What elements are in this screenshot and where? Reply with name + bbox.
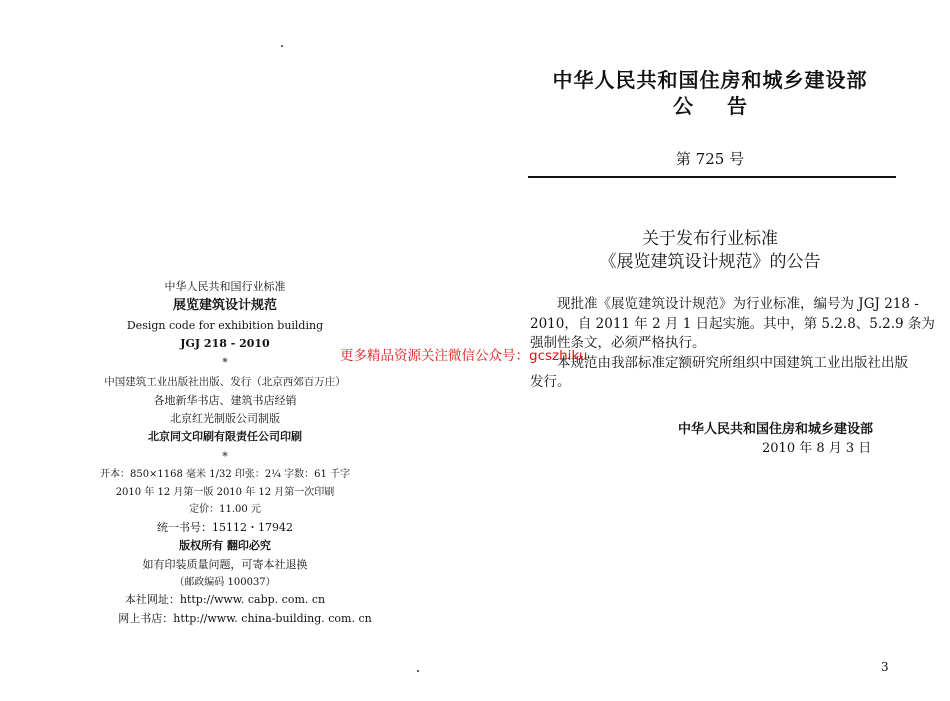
colophon-printer: 北京同文印刷有限责任公司印刷 (148, 430, 302, 443)
colophon-title-cn: 展览建筑设计规范 (172, 298, 277, 313)
colophon-publisher: 中国建筑工业出版社出版、发行（北京西郊百万庄） (104, 376, 346, 388)
colophon-return-note: 如有印装质量问题，可寄本社退换 (142, 558, 308, 571)
notice-title: 公告 (673, 94, 781, 118)
body-line: 2010，自 2011 年 2 月 1 日起实施。其中，第 5.2.8、5.2.9 条为 (530, 315, 935, 332)
heading-line-1: 关于发布行业标准 (642, 229, 778, 249)
header-rule (528, 176, 896, 178)
body-line: 现批准《展览建筑设计规范》为行业标准，编号为 JGJ 218 - (557, 296, 919, 312)
issue-date: 2010 年 8 月 3 日 (762, 441, 872, 456)
page-number: 3 (881, 660, 889, 674)
colophon-edition: 2010 年 12 月第一版 2010 年 12 月第一次印刷 (115, 487, 335, 498)
issuer: 中华人民共和国住房和城乡建设部 (678, 422, 874, 437)
scan-speck (417, 670, 419, 672)
colophon-series: 中华人民共和国行业标准 (164, 280, 286, 293)
colophon-rights: 版权所有 翻印必究 (179, 539, 271, 552)
body-line: 强制性条文，必须严格执行。 (530, 335, 706, 351)
colophon-title-en: Design code for exhibition building (126, 319, 324, 332)
colophon-separator: * (222, 356, 228, 369)
colophon-website: 本社网址：http://www. cabp. com. cn (124, 593, 326, 606)
colophon-bookstore: 网上书店：http://www. china-building. com. cn (118, 612, 372, 625)
colophon-separator: * (222, 450, 228, 463)
heading-line-2: 《展览建筑设计规范》的公告 (599, 252, 821, 272)
ministry-title: 中华人民共和国住房和城乡建设部 (552, 68, 868, 92)
colophon-price: 定价：11.00 元 (189, 504, 261, 515)
watermark-overlay: 更多精品资源关注微信公众号：gcszhiku (340, 348, 588, 364)
colophon-postcode: （邮政编码 100037） (174, 577, 276, 588)
colophon-isbn: 统一书号：15112・17942 (157, 521, 293, 534)
body-line: 本规范由我部标准定额研究所组织中国建筑工业出版社出版 (557, 354, 908, 371)
colophon-code: JGJ 218 - 2010 (180, 337, 270, 350)
colophon-format: 开本：850×1168 毫米 1/32 印张：2¼ 字数：61 千字 (99, 469, 351, 480)
colophon-plate: 北京红光制版公司制版 (170, 412, 280, 425)
body-line: 发行。 (530, 374, 571, 390)
colophon-distributor: 各地新华书店、建筑书店经销 (153, 394, 297, 407)
notice-number: 第 725 号 (675, 150, 745, 168)
